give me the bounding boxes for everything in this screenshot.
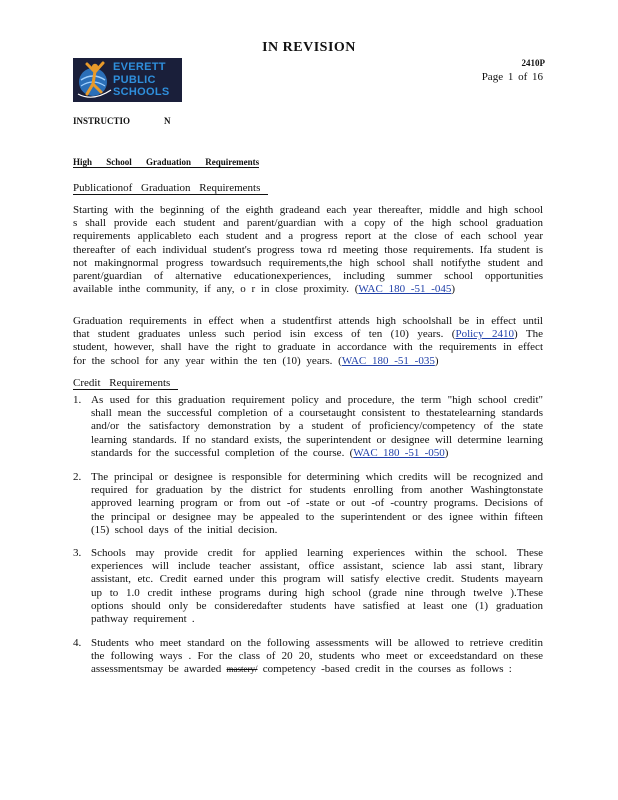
wac-045-link[interactable]: WAC 180 -51 -045 <box>358 283 452 296</box>
logo-line-3: SCHOOLS <box>113 86 170 98</box>
graduation-text-b: The student, however, shall have the right to graduate in accordance with the requirements in effect for the school for any year within the ten (10) years. <box>73 328 544 367</box>
list-item-text <box>91 394 543 460</box>
policy-2410-link[interactable]: Policy 2410 <box>455 328 514 341</box>
struck-text: mastery/ <box>226 664 258 675</box>
list-item-number: 4. <box>73 637 82 649</box>
district-logo <box>73 58 182 102</box>
section-label-a: INSTRUCTIO <box>73 116 131 126</box>
policy-number: 2410P <box>521 58 545 68</box>
publication-ref-open: ( <box>354 283 359 296</box>
item-4-text-b: competency -based credit in the courses as follows : <box>262 663 512 676</box>
revision-title: IN REVISION <box>262 40 356 55</box>
item-1-text: As used for this graduation requirement policy and procedure, the term "high school credit" shall mean the successful completion of a coursetaught consistent to thestatelearning standards and/or the satisfactory demonstration by a student of proficiency/competency of the state learning standards. If no standard exists, the superintendent or designee will determine learning standards for the successful completion of the course. <box>91 394 543 459</box>
page-total: 16 <box>532 71 543 83</box>
wac-050-link[interactable]: WAC 180 -51 -050 <box>353 446 445 459</box>
publication-text: Starting with the beginning of the eighth gradeand each year thereafter, middle and high school s shall provide each student and parent/guardian with a copy of the high school graduation requirements applicableto each student and a progress report at the close of each school year thereafter of each individual student's progress towa rd meeting those requirements. Ifa student is not makingnormal progress towardsuch requirements,the high school shall notifythe student and parent/guardian of alternative educationexperiences, including summer school opportunities available inthe community, if any, o r in close proximity. <box>73 204 543 296</box>
graduation-text-a: Graduation requirements in effect when a studentfirst attends high schoolshall be in effect until that student graduates unless such period isin excess of ten (10) years. <box>73 315 543 341</box>
policy-ref-close: ) <box>514 328 518 341</box>
list-item-text: The principal or designee is responsible for determining which credits will be recognized and required for graduation by the district for students enrolling from another Washingtonstate approved learning program or from out -of -state or out -of -country programs. Decisions of the principal or designee may be appealed to the superintendent or des ignee within fifteen (15) school days of the initial decision. <box>91 471 543 536</box>
publication-ref-close: ) <box>451 283 456 296</box>
item-1-ref-close: ) <box>444 446 449 459</box>
page-current: 1 <box>507 71 514 83</box>
wac-035-ref-close: ) <box>434 354 439 367</box>
graduation-paragraph <box>73 315 543 368</box>
item-1-ref-open: ( <box>349 446 354 459</box>
page-label: Page <box>481 71 504 83</box>
logo-wordmark <box>113 61 181 99</box>
list-item-text <box>91 637 543 677</box>
list-item-text: Schools may provide credit for applied learning experiences within the school. These experiences will include teacher assistant, office assistant, science lab assi stant, library assistant, etc. Credit earned under this program will satisfy elective credit. Students mayearn up to 1.0 credit inthese programs during high school (grade nine through twelve ).These options should only be consideredafter students have satisfied at least one (1) graduation pathway requirement . <box>91 547 543 626</box>
section-label <box>73 116 171 126</box>
page-indicator <box>482 71 545 83</box>
wac-035-link[interactable]: WAC 180 -51 -035 <box>341 354 435 367</box>
page-of: of <box>518 71 528 83</box>
logo-line-1: EVERETT <box>113 61 166 73</box>
list-item-number: 2. <box>73 471 82 483</box>
policy-ref-open: ( <box>451 328 456 341</box>
item-4-text-a: Students who meet standard on the following assessments will be allowed to retrieve creditin the following ways . For the class of 20 20, students who meet or exceedstandard on these assessmentsmay be awarded <box>91 637 543 676</box>
wac-035-ref-open: ( <box>338 354 342 367</box>
globe-student-icon <box>73 58 117 102</box>
section-label-b: N <box>164 116 171 126</box>
logo-line-2: PUBLIC <box>113 73 156 86</box>
publication-paragraph <box>73 204 543 296</box>
credit-heading: Credit Requirements <box>73 377 178 390</box>
list-item-number: 1. <box>73 394 82 406</box>
publication-heading: Publicationof Graduation Requirements <box>73 182 268 195</box>
policy-subject: High School Graduation Requirements <box>73 157 260 167</box>
list-item-number: 3. <box>73 547 82 559</box>
